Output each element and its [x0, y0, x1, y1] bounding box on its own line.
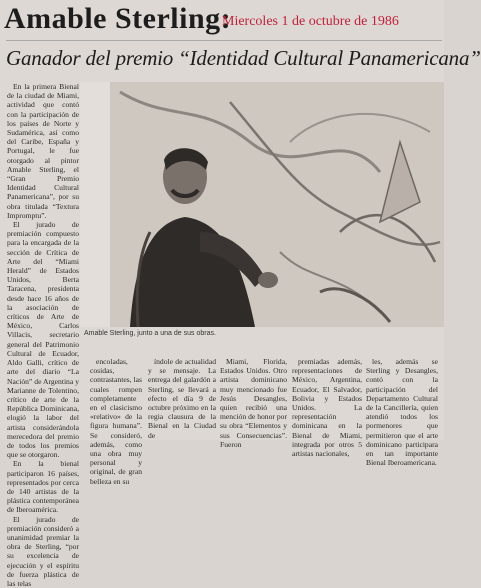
- article-column-5: [292, 357, 362, 459]
- paragraph: El jurado de premiación consideró a unanimidad premiar la obra de Sterling, “por su excelencia de ejecución y el espíritu de fuerza plástica de las telas: [7, 514, 79, 588]
- article-column-left: [7, 82, 79, 588]
- divider: [6, 40, 442, 41]
- artist-photo: [80, 82, 444, 327]
- paragraph: premiadas además, representaciones de México, Argentina, Ecuador, El Salvador, Bolivia y Estados Unidos. La representación dominicana en la Bienal de Miami, integrada por otros 5 artistas nacionales,: [292, 357, 362, 459]
- dateline: Miercoles 1 de octubre de 1986: [222, 14, 399, 29]
- photo-illustration: [80, 82, 444, 327]
- paragraph: En la primera Bienal de la ciudad de Miami, actividad que contó con la participación de los países de Norte y Sudamérica, así como del Caribe, España y Portugal, le fue otorgado al pintor Amable Sterling, el “Gran Premio Identidad Cultural Panamericana”, por su obra titulada “Textura Impromptu”.: [7, 82, 79, 220]
- paragraph: encoladas, cosidas, contrastantes, las cuales rompen completamente en el clasicismo «relativo» de la figura humana”. Se consideró, además, como una obra muy personal y original, de gran belleza en su: [90, 357, 142, 486]
- headline: Amable Sterling:: [4, 2, 232, 35]
- article-column-3: [148, 357, 216, 440]
- photo-caption: Amable Sterling, junto a una de sus obras.: [84, 330, 216, 337]
- paragraph: les, además se Sterling y Desangles, contó con la participación del Departamento Cultural de la Cancillería, quien atendió todos los pormenores que permitieron que el arte dominicano participara en tan importante Bienal Iberoamericana.: [366, 357, 438, 468]
- subheadline: Ganador del premio “Identidad Cultural Panamericana”: [6, 46, 481, 70]
- paragraph: El jurado de premiación compuesto para la encargada de la sección de Crítica de Arte del “Miami Herald” de Estados Unidos, Berta Taracena, presidenta desde hace 16 años de la asociación de críticos de Arte de México, Carlos Villacis, secretario general del Patrimonio Cultural de Ecuador, Aldo Galli, crítico de arte del diario “La Nación” de Argentina y Marianne de Tolentino, crítico de arte de la República Dominicana, elogió la labor del artista considerándola merecedora del premio de todos los premios que se otorgaron.: [7, 220, 79, 460]
- paragraph: En la bienal participaron 16 países, representados por cerca de 140 artistas de la plástica contemporánea de Iberoamérica.: [7, 459, 79, 515]
- paragraph: índole de actualidad y se mensaje. La entrega del galardón a Sterling, se llevará a efecto el día 9 de octubre próximo en la regia clausura de la Bienal en la Ciudad de: [148, 357, 216, 440]
- article-column-6: [366, 357, 438, 468]
- article-column-4: [220, 357, 287, 449]
- paragraph: Miami, Florida, Estados Unidos. Otro artista dominicano muy mencionado fue Jesús Desangles, quien recibió una mención de honor por su obra “Elementos y sus Consecuencias”. Fueron: [220, 357, 287, 449]
- article-column-2: [90, 357, 142, 486]
